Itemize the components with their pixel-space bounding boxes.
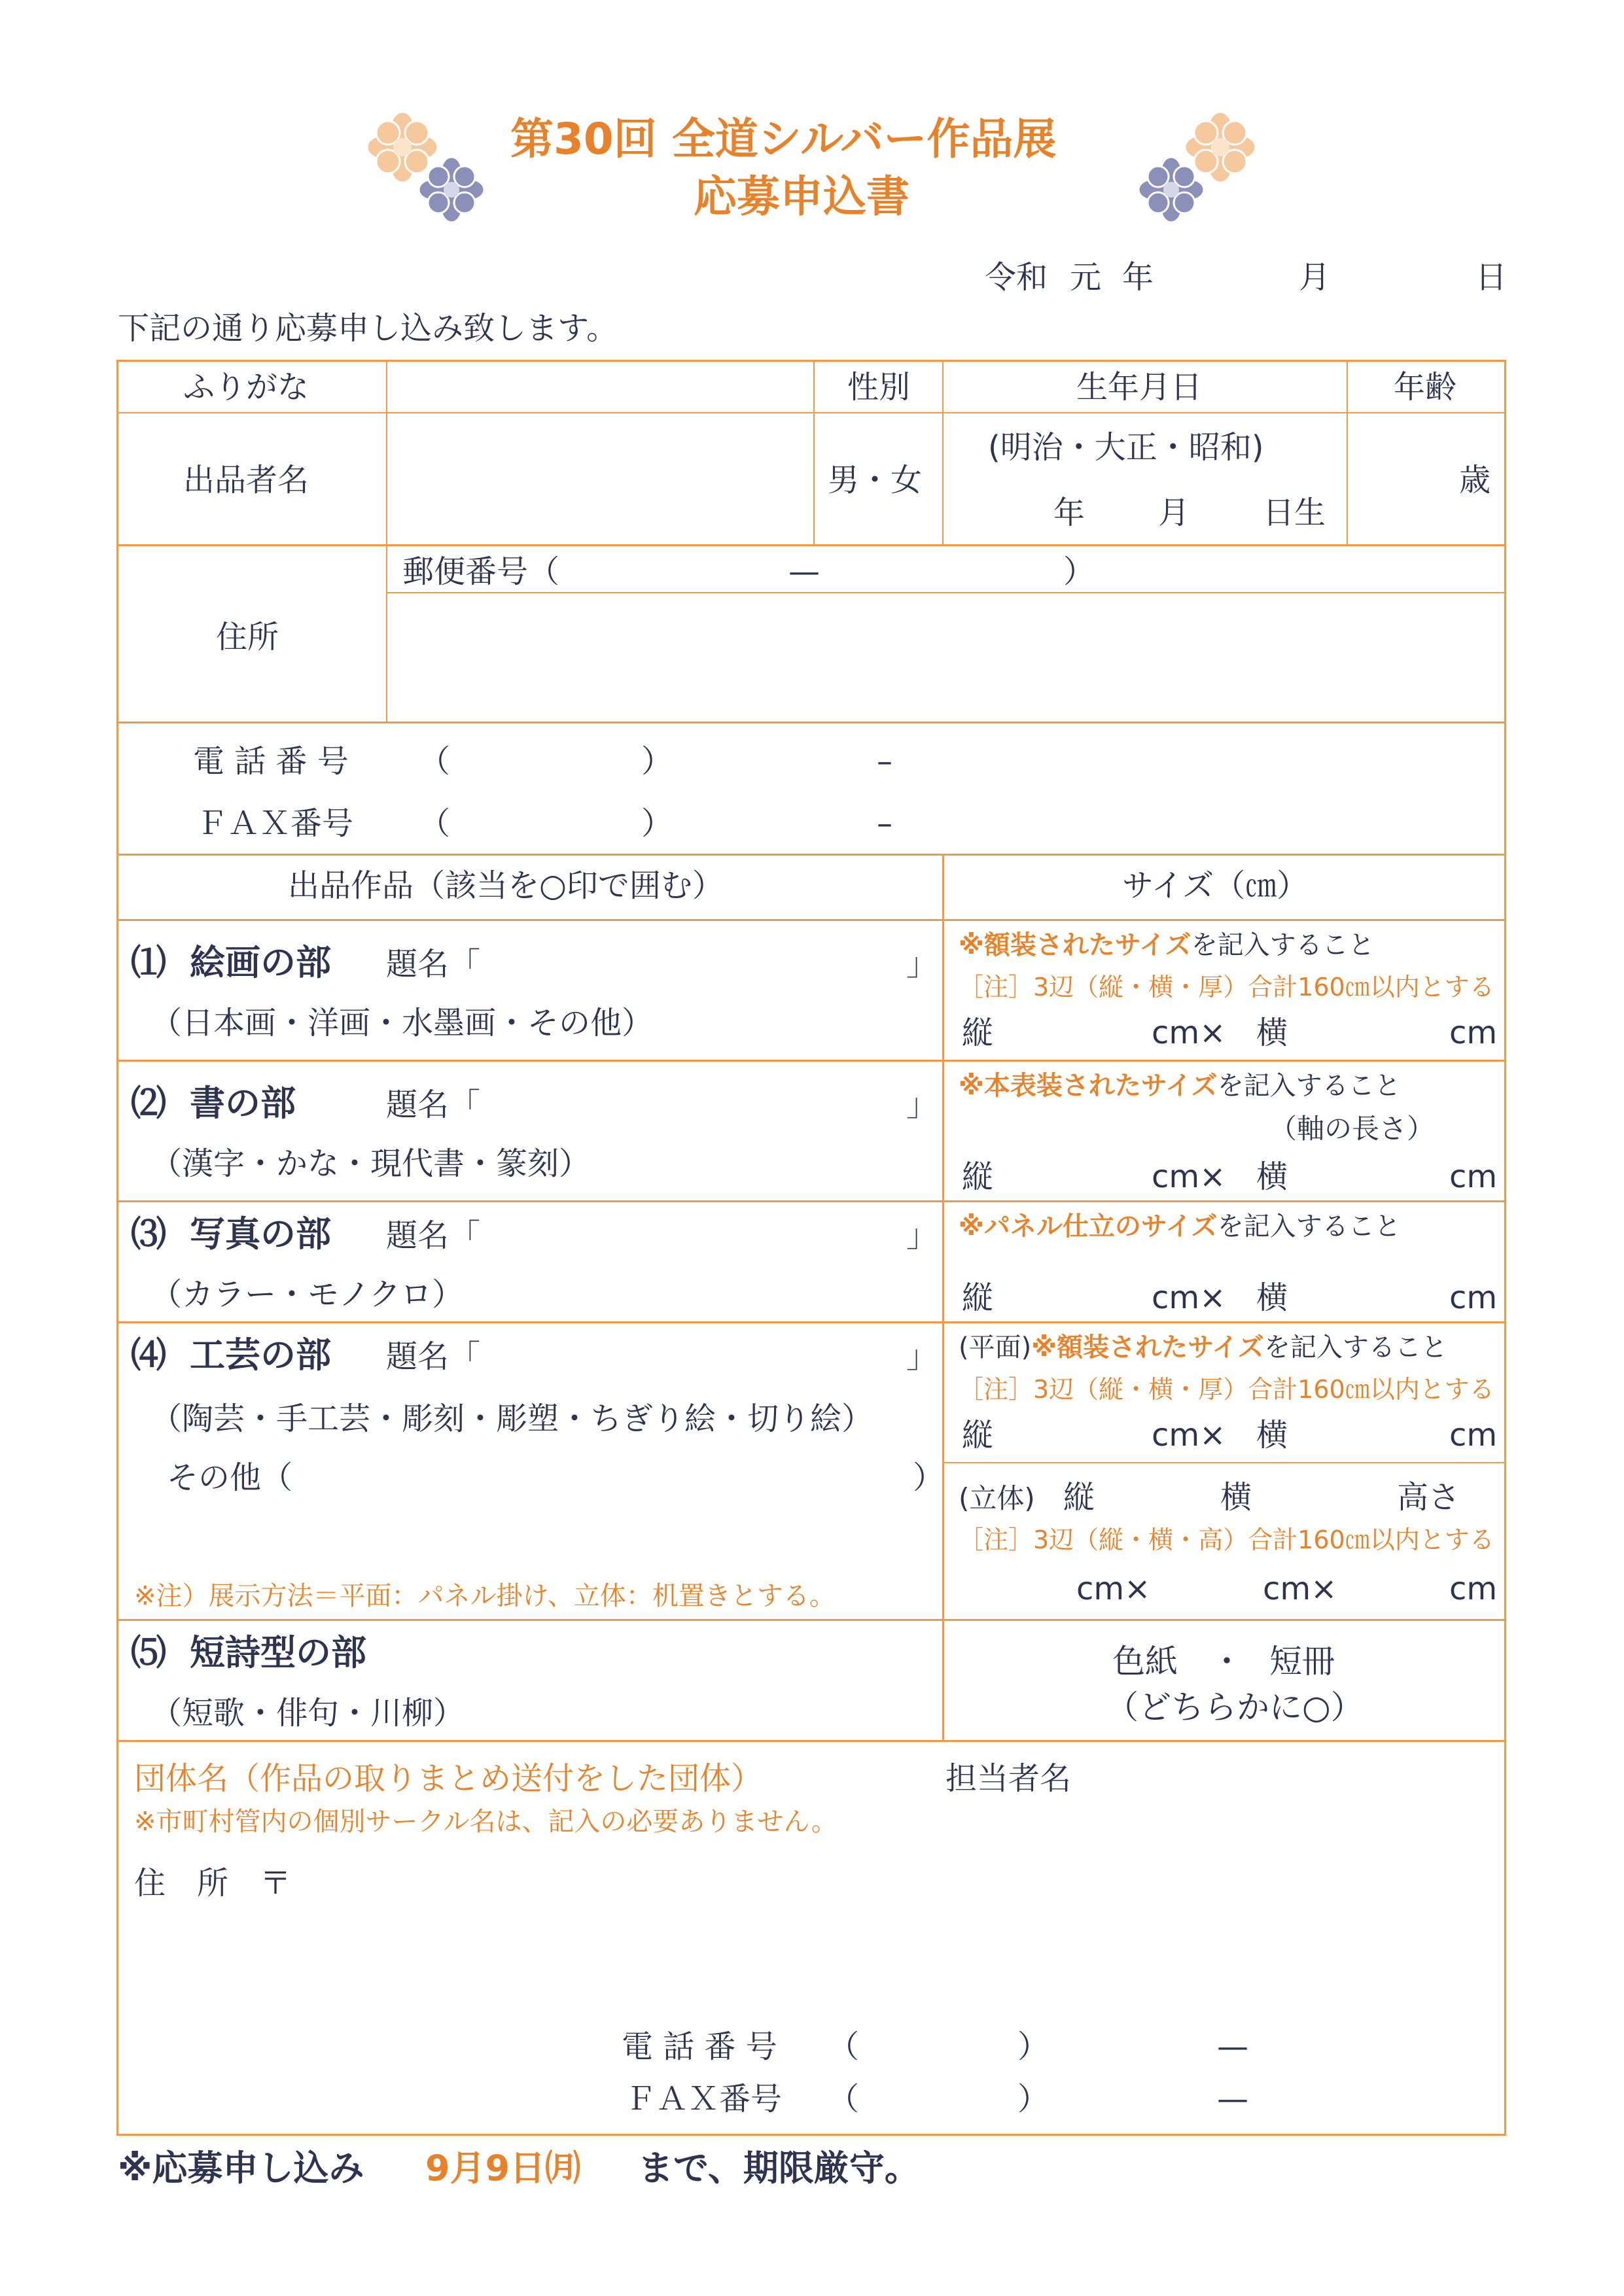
- age-header: 年齢: [1394, 369, 1457, 406]
- address-input[interactable]: [389, 595, 1505, 720]
- section1-note: ※額装されたサイズを記入すること: [959, 930, 1375, 960]
- group-contact-input[interactable]: [1099, 1753, 1492, 1799]
- section2-title-input[interactable]: [484, 1083, 903, 1122]
- postal-close: ）: [1063, 553, 1095, 590]
- section4-display-note: ※注）展示方法＝平面：パネル掛け、立体：机置きとする。: [134, 1581, 836, 1611]
- section2-name: 書の部: [190, 1083, 296, 1124]
- section1-title-label: 題名「: [386, 946, 481, 983]
- postal-code-input[interactable]: [576, 549, 1060, 590]
- section2-cm: cm: [1449, 1158, 1498, 1195]
- date-era: 令和: [985, 259, 1048, 296]
- address-label: 住所: [216, 619, 279, 655]
- works-header-right: サイズ（㎝）: [1122, 867, 1309, 904]
- section2-title-close: 」: [906, 1087, 938, 1123]
- section4-flat-note: (平面)※額装されたサイズを記入すること: [959, 1332, 1447, 1363]
- tel-label: 電 話 番 号: [193, 743, 349, 780]
- section2-yoko: 横: [1256, 1158, 1288, 1195]
- section4-solid-cm: cm: [1449, 1571, 1498, 1607]
- section3-number: ⑶: [131, 1213, 166, 1255]
- section4-name: 工芸の部: [190, 1334, 331, 1376]
- section5-sub[interactable]: （短歌・俳句・川柳）: [150, 1695, 465, 1731]
- tel-paren-open: （: [419, 743, 451, 780]
- group-note: ※市町村管内の個別サークル名は、記入の必要ありません。: [134, 1807, 838, 1837]
- works-header-left: 出品作品（該当を○印で囲む）: [288, 867, 724, 904]
- section1-title-input[interactable]: [484, 942, 903, 981]
- section2-cmx: cm×: [1152, 1158, 1226, 1195]
- date-month-unit: 月: [1299, 259, 1331, 296]
- section3-title-input[interactable]: [484, 1213, 903, 1253]
- footer-deadline: 9月9日㈪: [425, 2148, 581, 2189]
- group-fax-label: ＦＡＸ番号: [625, 2081, 783, 2117]
- page-subtitle: 応募申込書: [694, 171, 909, 222]
- applicant-name-input[interactable]: [389, 416, 811, 543]
- section1-note2: ［注］3辺（縦・横・厚）合計160㎝以内とする: [959, 973, 1494, 1001]
- birth-header: 生年月日: [1076, 369, 1203, 406]
- section4-title-close: 」: [906, 1338, 938, 1375]
- section1-cmx: cm×: [1152, 1015, 1226, 1051]
- group-fax-dash: —: [1217, 2081, 1248, 2117]
- section4-tate: 縦: [962, 1417, 994, 1453]
- section1-sub[interactable]: （日本画・洋画・水墨画・その他）: [150, 1005, 654, 1041]
- postal-label: 郵便番号（: [402, 553, 560, 590]
- section3-name: 写真の部: [190, 1213, 331, 1255]
- flower-decoration-icon: [1139, 157, 1204, 222]
- date-year: 元: [1070, 259, 1102, 296]
- section5-name: 短詩型の部: [190, 1632, 366, 1673]
- section2-tate: 縦: [962, 1158, 994, 1195]
- date-day-unit: 日: [1475, 259, 1508, 296]
- birth-day-unit: 日生: [1263, 495, 1326, 531]
- section2-note: ※本表装されたサイズを記入すること: [959, 1071, 1401, 1101]
- group-label: 団体名（作品の取りまとめ送付をした団体）: [134, 1760, 763, 1797]
- group-tel-input[interactable]: [851, 2025, 1492, 2066]
- fax-label: ＦＡＸ番号: [196, 805, 354, 842]
- section4-cm: cm: [1449, 1417, 1498, 1453]
- group-fax-paren-close: ）: [1017, 2081, 1050, 2117]
- section3-title-close: 」: [906, 1217, 938, 1254]
- section3-yoko: 横: [1256, 1279, 1288, 1316]
- section2-note-extra: （軸の長さ）: [1269, 1113, 1435, 1145]
- fax-dash: –: [877, 805, 892, 842]
- section5-number: ⑸: [131, 1632, 166, 1673]
- section1-name: 絵画の部: [190, 942, 331, 983]
- furigana-label: ふりがな: [183, 369, 309, 406]
- group-contact-label: 担当者名: [945, 1760, 1072, 1797]
- tel-paren-close: ）: [641, 743, 673, 780]
- section4-flat-note2: ［注］3辺（縦・横・厚）合計160㎝以内とする: [959, 1375, 1494, 1404]
- section4-yoko: 横: [1256, 1417, 1288, 1453]
- group-fax-paren-open: （: [828, 2081, 860, 2117]
- age-unit: 歳: [1459, 462, 1491, 498]
- section3-note: ※パネル仕立のサイズを記入すること: [959, 1211, 1401, 1242]
- section1-tate: 縦: [962, 1015, 994, 1051]
- section4-solid-cmx2: cm×: [1263, 1571, 1337, 1607]
- section5-option-sep: ・: [1210, 1643, 1243, 1680]
- section2-sub[interactable]: （漢字・かな・現代書・篆刻）: [150, 1145, 591, 1182]
- section5-option-note: （どちらかに○）: [1106, 1688, 1364, 1726]
- section5-option2[interactable]: 短冊: [1269, 1643, 1335, 1680]
- birth-month-unit: 月: [1158, 495, 1190, 531]
- section3-title-label: 題名「: [386, 1217, 481, 1254]
- group-tel-paren-open: （: [828, 2028, 860, 2065]
- postal-dash: —: [788, 553, 820, 590]
- fax-paren-open: （: [419, 805, 451, 842]
- flower-decoration-icon: [419, 157, 484, 222]
- section2-title-label: 題名「: [386, 1087, 481, 1123]
- footer-suffix: まで、期限厳守。: [638, 2148, 920, 2189]
- section3-tate: 縦: [962, 1279, 994, 1316]
- section2-number: ⑵: [131, 1083, 166, 1124]
- section4-title-label: 題名「: [386, 1338, 481, 1375]
- section3-sub[interactable]: （カラー・モノクロ）: [150, 1276, 464, 1313]
- section4-other-input[interactable]: [294, 1455, 906, 1495]
- section3-cmx: cm×: [1152, 1279, 1226, 1316]
- section1-number: ⑴: [131, 942, 166, 983]
- furigana-input[interactable]: [389, 363, 811, 410]
- section3-cm: cm: [1449, 1279, 1498, 1316]
- fax-input[interactable]: [451, 795, 1498, 841]
- group-fax-input[interactable]: [851, 2077, 1492, 2119]
- section4-other: その他（: [167, 1459, 293, 1496]
- group-tel-paren-close: ）: [1017, 2028, 1050, 2065]
- section1-cm: cm: [1449, 1015, 1498, 1051]
- name-label: 出品者名: [183, 462, 309, 498]
- tel-input[interactable]: [451, 736, 1498, 782]
- section4-solid-height: 高さ: [1397, 1479, 1460, 1516]
- group-address-label: 住 所 〒: [134, 1865, 292, 1902]
- date-year-unit: 年: [1122, 259, 1154, 296]
- tel-dash: –: [877, 743, 892, 780]
- section4-cmx: cm×: [1152, 1417, 1226, 1453]
- group-tel-label: 電 話 番 号: [622, 2028, 777, 2065]
- section4-number: ⑷: [131, 1334, 166, 1376]
- section4-solid-prefix: (立体): [959, 1482, 1035, 1514]
- section4-other-close: ）: [913, 1459, 945, 1496]
- era-options[interactable]: (明治・大正・昭和): [988, 429, 1264, 466]
- fax-paren-close: ）: [641, 805, 673, 842]
- section4-sub[interactable]: （陶芸・手工芸・彫刻・彫塑・ちぎり絵・切り絵）: [150, 1400, 874, 1437]
- section1-yoko: 横: [1256, 1015, 1288, 1051]
- section5-option1[interactable]: 色紙: [1112, 1643, 1178, 1680]
- page-title: 第30回 全道シルバー作品展: [510, 114, 1057, 164]
- group-tel-dash: —: [1217, 2028, 1248, 2065]
- gender-header: 性別: [847, 369, 911, 406]
- section4-solid-note: ［注］3辺（縦・横・高）合計160㎝以内とする: [959, 1525, 1494, 1554]
- section1-title-close: 」: [906, 946, 938, 983]
- gender-value[interactable]: 男・女: [828, 462, 923, 498]
- section4-solid-yoko: 横: [1220, 1479, 1252, 1516]
- section4-solid-tate: 縦: [1063, 1479, 1095, 1516]
- section4-title-input[interactable]: [484, 1334, 903, 1374]
- intro-text: 下記の通り応募申し込み致します。: [118, 310, 618, 347]
- birth-year-unit: 年: [1053, 495, 1086, 531]
- footer-prefix: ※応募申し込み: [118, 2148, 364, 2189]
- group-address-input[interactable]: [314, 1858, 1492, 2015]
- section4-solid-cmx1: cm×: [1076, 1571, 1151, 1607]
